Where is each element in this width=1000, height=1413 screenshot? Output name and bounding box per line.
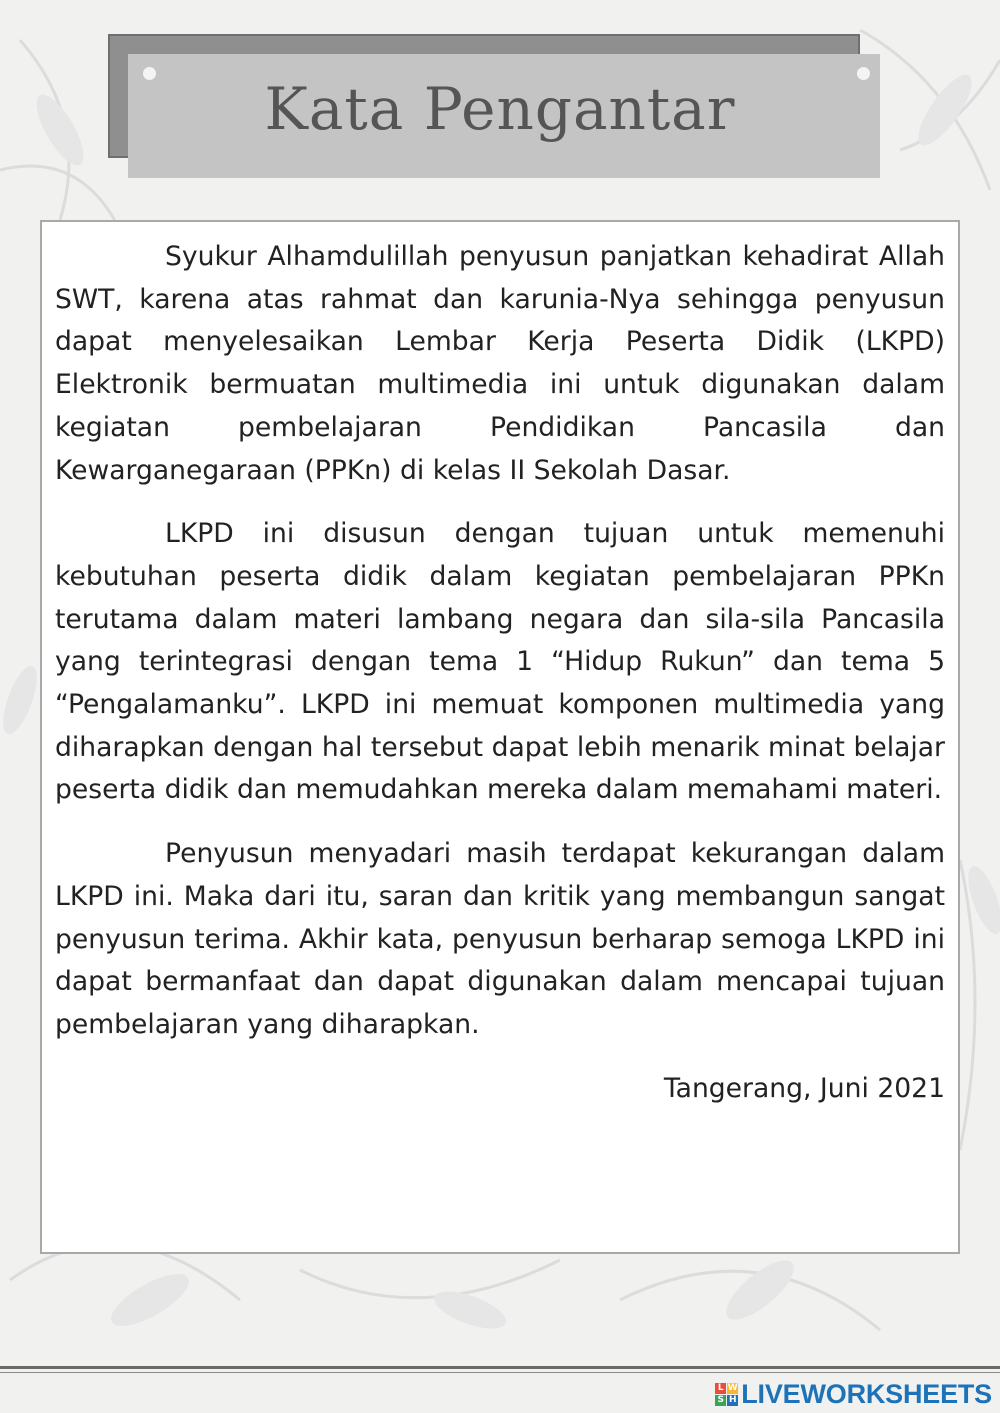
logo-tile: S	[715, 1395, 726, 1406]
liveworksheets-logo-icon	[715, 1383, 738, 1406]
brand-name: LIVEWORKSHEETS	[741, 1378, 992, 1409]
paragraph-1: Syukur Alhamdulillah penyusun panjatkan kehadirat Allah SWT, karena atas rahmat dan karunia-Nya sehingga penyusun dapat menyelesaikan Lembar Kerja Peserta Didik (LKPD) Elektronik bermuatan multimedia ini untuk digunakan dalam kegiatan pembelajaran Pendidikan Pancasila dan Kewarganegaraan (PPKn) di kelas II Sekolah Dasar.	[55, 241, 945, 486]
pin-left-icon	[143, 67, 156, 80]
liveworksheets-brand[interactable]	[715, 1376, 992, 1412]
signature-place-date: Tangerang, Juni 2021	[663, 1072, 945, 1104]
logo-tile: L	[715, 1383, 726, 1394]
page-title: Kata Pengantar	[264, 75, 736, 143]
title-panel	[128, 54, 880, 178]
footer-divider-thin	[0, 1372, 1000, 1373]
footer-divider	[0, 1366, 1000, 1369]
pin-right-icon	[857, 67, 870, 80]
paragraph-2: LKPD ini disusun dengan tujuan untuk memenuhi kebutuhan peserta didik dalam kegiatan pembelajaran PPKn terutama dalam materi lambang negara dan sila-sila Pancasila yang terintegrasi dengan tema 1 “Hidup Rukun” dan tema 5 “Pengalamanku”. LKPD ini memuat komponen multimedia yang diharapkan dengan hal tersebut dapat lebih menarik minat belajar peserta didik dan memudahkan mereka dalam memahami materi.	[55, 518, 945, 806]
paragraph-3: Penyusun menyadari masih terdapat kekurangan dalam LKPD ini. Maka dari itu, saran dan kritik yang membangun sangat penyusun terima. Akhir kata, penyusun berharap semoga LKPD ini dapat bermanfaat dan dapat digunakan dalam mencapai tujuan pembelajaran yang diharapkan.	[55, 838, 945, 1040]
logo-tile: H	[728, 1395, 737, 1405]
logo-tile: W	[727, 1383, 738, 1393]
content-box	[40, 220, 960, 1254]
